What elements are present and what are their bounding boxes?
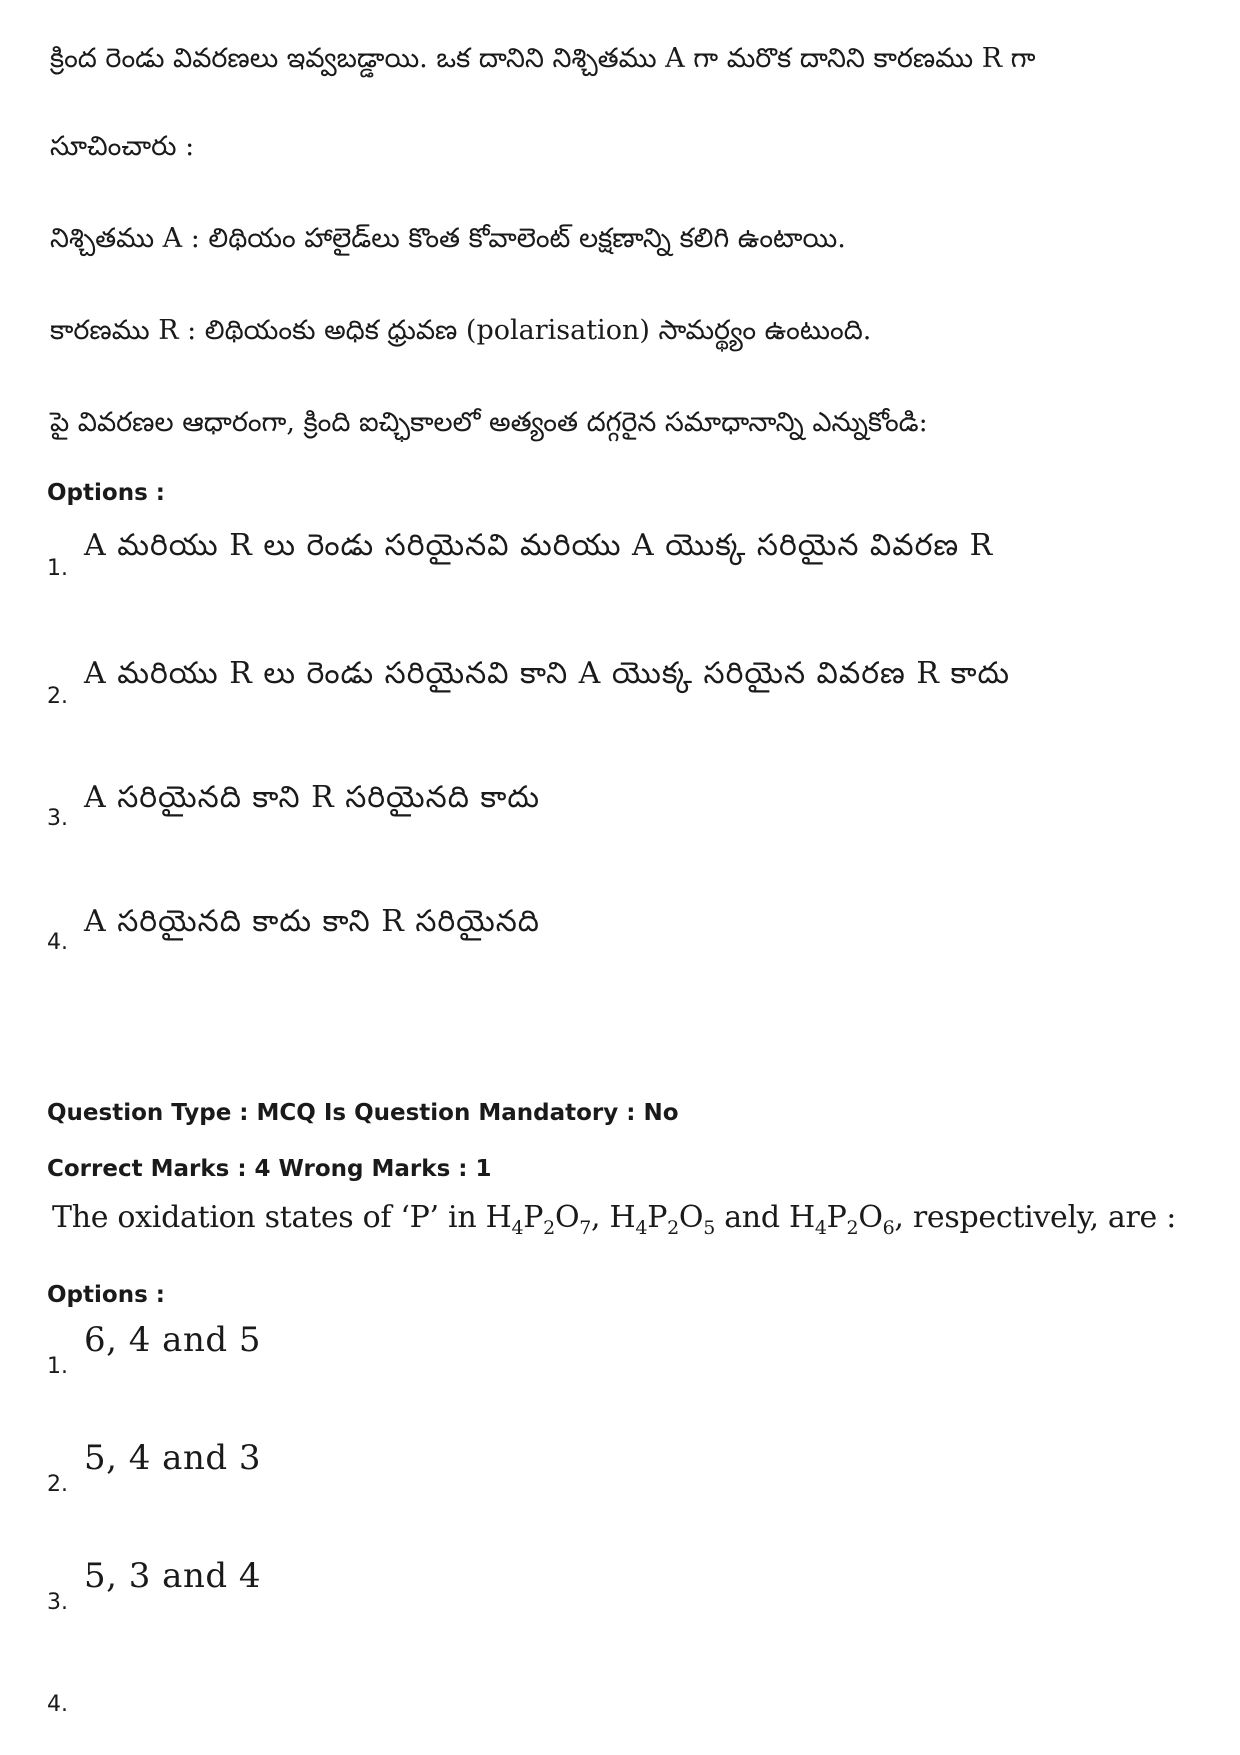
q2-option-3-number: 3. [47,1590,68,1615]
q2-type-line: Question Type : MCQ Is Question Mandatory : No [47,1100,679,1126]
q1-intro-line-2: సూచించారు : [50,131,195,162]
q2-stem: The oxidation states of ‘P’ in $H_4P_2O_7$, $H_4P_2O_5$ and $H_4P_2O_6$, respectively, are : [52,1200,1177,1239]
q1-option-3-number: 3. [47,806,68,831]
q2-option-3-text: 5, 3 and 4 [84,1556,262,1596]
q2-option-2-text: 5, 4 and 3 [84,1438,262,1478]
q1-options-label: Options : [47,480,165,506]
q1-reason: కారణము R : లిథియంకు అధిక ధ్రువణ (polarisation) సామర్థ్యం ఉంటుంది. [50,315,872,346]
q2-options-label: Options : [47,1282,165,1308]
q1-option-3-text: A సరియైనది కాని R సరియైనది కాదు [84,780,540,815]
q1-instruction: పై వివరణల ఆధారంగా, క్రింది ఐచ్ఛికాలలో అత్యంత దగ్గరైన సమాధానాన్ని ఎన్నుకోండి: [50,407,928,438]
formula-1: $H_4P_2O_7$ [485,1200,592,1239]
q2-option-1-number: 1. [47,1354,68,1379]
q1-intro-line-1: క్రింద రెండు వివరణలు ఇవ్వబడ్డాయి. ఒక దానిని నిశ్చితము A గా మరొక దానిని కారణము R గా [50,43,1036,74]
q1-option-2-number: 2. [47,684,68,709]
q1-option-1-number: 1. [47,556,68,581]
formula-2: $H_4P_2O_5$ [609,1200,715,1239]
q2-stem-prefix: The oxidation states of ‘P’ in [52,1200,486,1235]
q2-option-2-number: 2. [47,1472,68,1497]
q1-option-1-text: A మరియు R లు రెండు సరియైనవి మరియు A యొక్క సరియైన వివరణ R [84,528,994,563]
formula-3: $H_4P_2O_6$ [788,1200,895,1239]
q2-marks-line: Correct Marks : 4 Wrong Marks : 1 [47,1156,492,1182]
q1-option-4-text: A సరియైనది కాదు కాని R సరియైనది [84,904,540,939]
q1-option-2-text: A మరియు R లు రెండు సరియైనవి కాని A యొక్క సరియైన వివరణ R కాదు [84,656,1011,691]
q1-option-4-number: 4. [47,930,68,955]
q2-option-1-text: 6, 4 and 5 [84,1320,262,1360]
q1-assertion: నిశ్చితము A : లిథియం హాలైడ్‌లు కొంత కోవాలెంట్ లక్షణాన్ని కలిగి ఉంటాయి. [50,223,846,254]
q2-option-4-number: 4. [47,1692,68,1717]
